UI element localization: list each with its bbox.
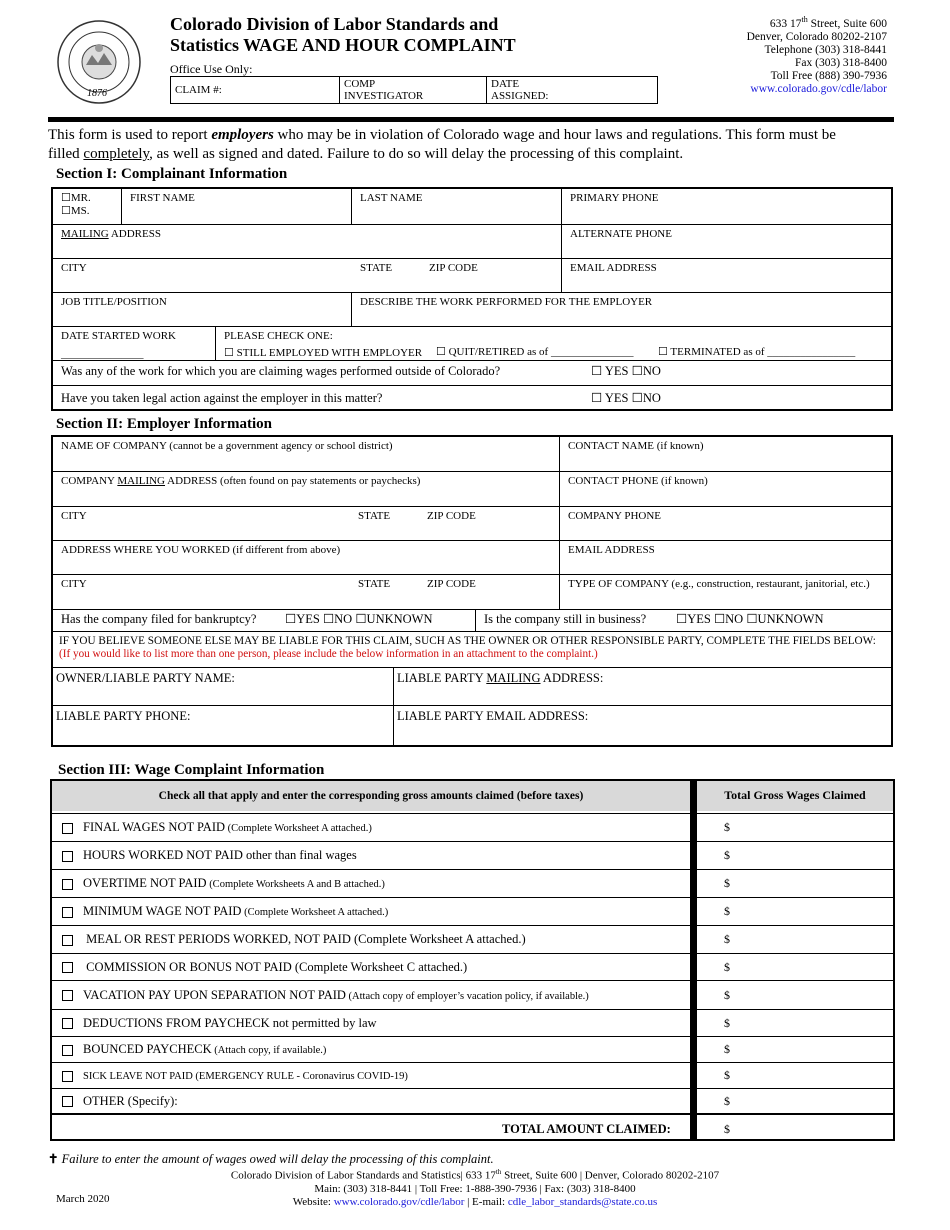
company-name-field[interactable]: NAME OF COMPANY (cannot be a government agency or school district) <box>61 440 393 452</box>
company-phone-field[interactable]: COMPANY PHONE <box>559 506 891 540</box>
wage-row-label: DEDUCTIONS FROM PAYCHECK not permitted by law <box>62 1016 377 1031</box>
total-amount-field[interactable]: $ <box>724 1122 730 1136</box>
contact-phone-field[interactable]: CONTACT PHONE (if known) <box>559 471 891 506</box>
footer-note: ✝ Failure to enter the amount of wages owed will delay the processing of this complaint. <box>48 1152 494 1166</box>
still-employed-checkbox[interactable]: ☐ STILL EMPLOYED WITH EMPLOYER <box>224 347 423 359</box>
legal-action-answer[interactable]: ☐ YES ☐NO <box>591 391 661 405</box>
email-field[interactable]: EMAIL ADDRESS <box>561 258 891 292</box>
wage-row <box>52 813 893 841</box>
wage-row-checkbox[interactable] <box>62 962 73 973</box>
company-email-field[interactable]: EMAIL ADDRESS <box>559 540 891 574</box>
wage-row-checkbox[interactable] <box>62 1096 73 1107</box>
wage-row <box>52 1036 893 1062</box>
wage-row-label: BOUNCED PAYCHECK (Attach copy, if available.) <box>62 1042 326 1057</box>
header-divider <box>48 117 894 122</box>
liable-phone-field[interactable]: LIABLE PARTY PHONE: <box>53 705 393 745</box>
total-row: TOTAL AMOUNT CLAIMED: $ <box>52 1113 893 1141</box>
in-business-answer[interactable]: ☐YES ☐NO ☐UNKNOWN <box>676 612 824 626</box>
wage-amount-field[interactable]: $ <box>724 876 730 890</box>
wage-amount-field[interactable]: $ <box>724 1068 730 1082</box>
footer-website-link[interactable]: www.colorado.gov/cdle/labor <box>333 1195 465 1208</box>
date-assigned-field[interactable]: DATE ASSIGNED: <box>491 78 549 102</box>
work-description-field[interactable]: DESCRIBE THE WORK PERFORMED FOR THE EMPLOYER <box>351 292 891 326</box>
legal-action-question: Have you taken legal action against the employer in this matter? ☐ YES ☐NO <box>53 385 891 409</box>
agency-website-link[interactable]: www.colorado.gov/cdle/labor <box>750 82 887 95</box>
wage-amount-field[interactable]: $ <box>724 987 730 1002</box>
quit-checkbox[interactable]: ☐ QUIT/RETIRED as of _______________ <box>436 346 634 358</box>
wage-row-checkbox[interactable] <box>62 935 73 946</box>
company-type-field[interactable]: TYPE OF COMPANY (e.g., construction, restaurant, janitorial, etc.) <box>559 574 891 609</box>
wage-amount-field[interactable]: $ <box>724 848 730 862</box>
intro-text: This form is used to report employers who may be in violation of Colorado wage and hour laws and regulations. This form must be filled completely, as well as signed and dated. Failure to do so will delay the processing of this complaint. <box>48 127 836 162</box>
outside-colorado-question: Was any of the work for which you are claiming wages performed outside of Colorado? ☐ YES ☐NO <box>53 360 891 385</box>
work-address-field[interactable]: ADDRESS WHERE YOU WORKED (if different from above) <box>53 540 559 574</box>
wage-amount-field[interactable]: $ <box>724 1015 730 1030</box>
employment-status-field[interactable]: PLEASE CHECK ONE: ☐ STILL EMPLOYED WITH EMPLOYER ☐ QUIT/RETIRED as of _______________ ☐ TERMINATED as of ________________ <box>215 326 891 360</box>
wage-table-header-right: Total Gross Wages Claimed <box>697 781 893 811</box>
wage-row-checkbox[interactable] <box>62 1071 73 1082</box>
section-3-title: Section III: Wage Complaint Information <box>58 762 325 778</box>
wage-amount-field[interactable]: $ <box>724 1093 730 1108</box>
wage-row <box>52 980 893 1009</box>
work-city-field[interactable]: CITY STATE ZIP CODE <box>53 574 559 609</box>
wage-row-label: VACATION PAY UPON SEPARATION NOT PAID (Attach copy of employer’s vacation policy, if available.) <box>62 988 589 1003</box>
last-name-field[interactable]: LAST NAME <box>351 189 561 224</box>
seal-year: 1876 <box>87 88 107 99</box>
wage-row-label: SICK LEAVE NOT PAID (EMERGENCY RULE - Coronavirus COVID-19) <box>62 1068 408 1083</box>
job-title-field[interactable]: JOB TITLE/POSITION <box>53 292 351 326</box>
contact-name-field[interactable]: CONTACT NAME (if known) <box>559 437 891 471</box>
footer-contact: Colorado Division of Labor Standards and Statistics| 633 17th Street, Suite 600 | Denver, Colorado 80202-2107 Main: (303) 318-8441 | Toll Free: 1-888-390-7936 | Fax: (303) 318-8400 Website: www.colorado.gov/cdle/labor | E-mail: cdle_labor_standards@state.co.us <box>230 1168 720 1208</box>
terminated-checkbox[interactable]: ☐ TERMINATED as of ________________ <box>658 346 856 358</box>
wage-row <box>52 841 893 869</box>
wage-amount-field[interactable]: $ <box>724 932 730 946</box>
wage-row-label: OTHER (Specify): <box>62 1094 178 1109</box>
employer-form <box>51 435 893 747</box>
agency-address: 633 17th Street, Suite 600 Denver, Colorado 80202-2107 Telephone (303) 318-8441 Fax (303) 318-8400 Toll Free (888) 390-7936 www.colorado.gov/cdle/labor <box>746 15 887 95</box>
bankruptcy-question: Has the company filed for bankruptcy? ☐YES ☐NO ☐UNKNOWN <box>53 609 475 631</box>
city-state-zip-field[interactable]: CITY STATE ZIP CODE <box>53 258 561 292</box>
company-address-field[interactable]: COMPANY MAILING ADDRESS (often found on pay statements or paychecks) <box>53 471 559 506</box>
liable-email-field[interactable]: LIABLE PARTY EMAIL ADDRESS: <box>393 705 891 745</box>
wage-row-checkbox[interactable] <box>62 990 73 1001</box>
wage-row-label: HOURS WORKED NOT PAID other than final wages <box>62 848 357 863</box>
dagger-icon: ✝ <box>48 1152 59 1166</box>
wage-row <box>52 1009 893 1036</box>
wage-row-checkbox[interactable] <box>62 907 73 918</box>
wage-amount-field[interactable]: $ <box>724 904 730 918</box>
page-title: Colorado Division of Labor Standards and Statistics WAGE AND HOUR COMPLAINT <box>170 14 516 55</box>
wage-amount-field[interactable]: $ <box>724 959 730 974</box>
wage-amount-field[interactable]: $ <box>724 1042 730 1056</box>
wage-row-checkbox[interactable] <box>62 1018 73 1029</box>
bankruptcy-answer[interactable]: ☐YES ☐NO ☐UNKNOWN <box>285 612 433 626</box>
wage-table-divider <box>690 781 697 1139</box>
complainant-form <box>51 187 893 411</box>
wage-row <box>52 1088 893 1113</box>
office-use-box <box>170 76 658 104</box>
wage-row <box>52 897 893 925</box>
outside-colorado-answer[interactable]: ☐ YES ☐NO <box>591 364 661 378</box>
wage-row <box>52 869 893 897</box>
in-business-question: Is the company still in business? ☐YES ☐NO ☐UNKNOWN <box>475 609 891 631</box>
primary-phone-field[interactable]: PRIMARY PHONE <box>561 189 891 224</box>
liable-party-note: IF YOU BELIEVE SOMEONE ELSE MAY BE LIABLE FOR THIS CLAIM, SUCH AS THE OWNER OR OTHER RESPONSIBLE PARTY, COMPLETE THE FIELDS BELOW: (If you would like to list more than one person, please include the below information in an attachment to the complaint.) <box>53 631 891 667</box>
wage-row-label: FINAL WAGES NOT PAID (Complete Worksheet A attached.) <box>62 820 372 835</box>
liable-party-red-note: (If you would like to list more than one person, please include the below information in an attachment to the complaint.) <box>59 648 598 660</box>
form-date: March 2020 <box>56 1193 110 1205</box>
section-1-title: Section I: Complainant Information <box>56 166 288 182</box>
wage-row-label: MEAL OR REST PERIODS WORKED, NOT PAID (Complete Worksheet A attached.) <box>62 932 526 947</box>
wage-row-checkbox[interactable] <box>62 1045 73 1056</box>
company-city-field[interactable]: CITY STATE ZIP CODE <box>53 506 559 540</box>
wage-complaint-table <box>50 779 895 1141</box>
first-name-field[interactable]: FIRST NAME <box>121 189 351 224</box>
comp-investigator-field[interactable]: COMP INVESTIGATOR <box>340 77 487 103</box>
footer-email-link[interactable]: cdle_labor_standards@state.co.us <box>507 1195 658 1208</box>
section-2-title: Section II: Employer Information <box>56 416 272 432</box>
wage-row-label: OVERTIME NOT PAID (Complete Worksheets A and B attached.) <box>62 876 385 891</box>
wage-row-label: COMMISSION OR BONUS NOT PAID (Complete Worksheet C attached.) <box>62 960 467 975</box>
wage-row-label: MINIMUM WAGE NOT PAID (Complete Worksheet A attached.) <box>62 904 388 919</box>
wage-row-checkbox[interactable] <box>62 823 73 834</box>
date-started-field[interactable]: DATE STARTED WORK _______________ <box>53 326 215 360</box>
liable-address-field[interactable]: LIABLE PARTY MAILING ADDRESS: <box>393 667 891 705</box>
mailing-address-field[interactable]: MAILING ADDRESS <box>53 224 561 258</box>
alternate-phone-field[interactable]: ALTERNATE PHONE <box>561 224 891 258</box>
title-checkboxes[interactable]: ☐MR. ☐MS. <box>61 192 91 217</box>
wage-row <box>52 953 893 980</box>
wage-amount-field[interactable]: $ <box>724 820 730 834</box>
office-use-label: Office Use Only: <box>170 62 253 76</box>
wage-row-checkbox[interactable] <box>62 851 73 862</box>
claim-number-field[interactable]: CLAIM #: <box>171 77 340 103</box>
wage-row <box>52 925 893 953</box>
wage-row-checkbox[interactable] <box>62 879 73 890</box>
wage-table-header-left: Check all that apply and enter the corresponding gross amounts claimed (before taxes) <box>52 781 690 811</box>
wage-row <box>52 1062 893 1088</box>
owner-name-field[interactable]: OWNER/LIABLE PARTY NAME: <box>53 667 393 705</box>
